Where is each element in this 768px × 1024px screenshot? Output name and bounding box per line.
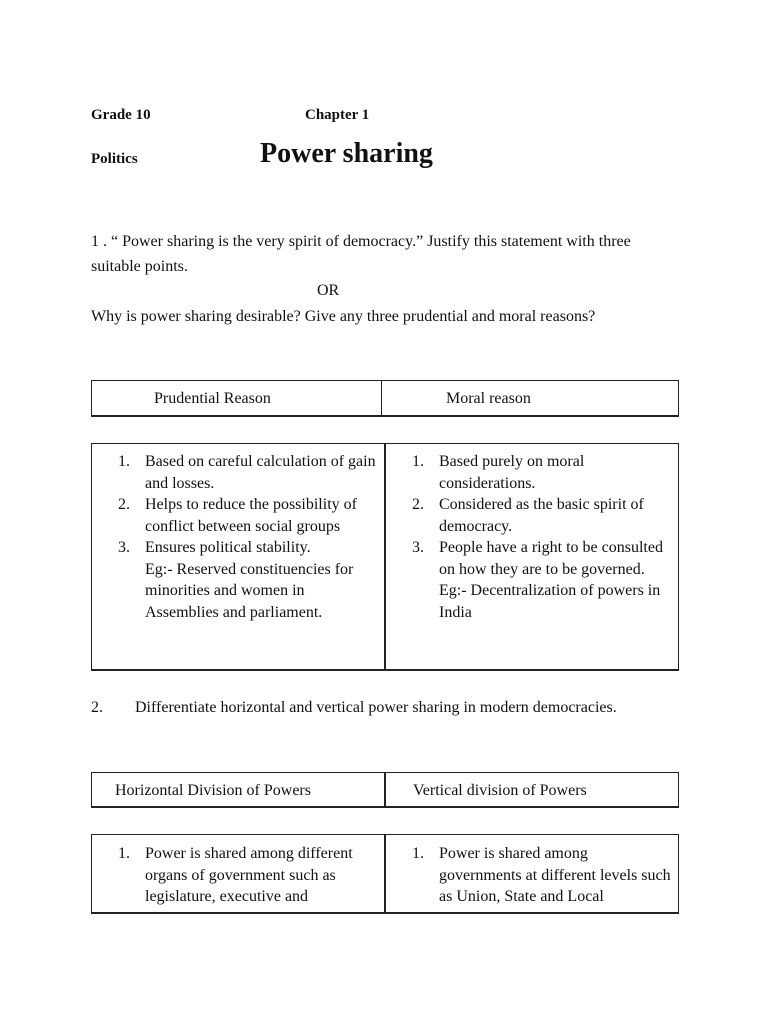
grade-label: Grade 10 bbox=[91, 107, 151, 123]
table1-col2-head: Moral reason bbox=[446, 390, 531, 407]
question-2-text: Differentiate horizontal and vertical power sharing in modern democracies. bbox=[135, 699, 617, 716]
table2-col1-head: Horizontal Division of Powers bbox=[115, 782, 311, 799]
table1-header-divider bbox=[381, 381, 382, 415]
table2-body-row bbox=[91, 834, 679, 914]
list-item: 1. Power is shared among governments at different levels such as Union, State and Local bbox=[412, 845, 671, 905]
list-item: 1. Based purely on moral considerations. bbox=[412, 453, 585, 492]
table1-body-divider bbox=[384, 444, 386, 669]
chapter-label: Chapter 1 bbox=[305, 107, 370, 123]
question-1-alt-text: Why is power sharing desirable? Give any three prudential and moral reasons? bbox=[91, 308, 596, 325]
or-label: OR bbox=[317, 282, 340, 299]
table2-header-row bbox=[91, 772, 679, 808]
question-2-number: 2. bbox=[91, 699, 103, 716]
table2-header-divider bbox=[384, 773, 386, 806]
table1-body-row bbox=[91, 443, 679, 671]
table1-header-row bbox=[91, 380, 679, 417]
list-item: 1. Based on careful calculation of gain and losses. bbox=[118, 453, 376, 492]
subject-label: Politics bbox=[91, 151, 138, 167]
table1-col2-list bbox=[412, 451, 674, 623]
list-item: 3. People have a right to be consulted on how they are to be governed. Eg:- Decentralization of powers in India bbox=[412, 539, 663, 621]
page-title: Power sharing bbox=[260, 138, 433, 169]
table1-col1-list bbox=[118, 451, 380, 623]
question-1-text: 1 . “ Power sharing is the very spirit of democracy.” Justify this statement with three suitable points. bbox=[91, 233, 631, 275]
table2-col2-head: Vertical division of Powers bbox=[413, 782, 587, 799]
table2-col2-list bbox=[412, 843, 674, 908]
table2-body-divider bbox=[384, 835, 386, 912]
list-item: 3. Ensures political stability. Eg:- Reserved constituencies for minorities and women in Assemblies and parliament. bbox=[118, 539, 354, 621]
table1-col1-head: Prudential Reason bbox=[154, 390, 271, 407]
list-item: 1. Power is shared among different organs of government such as legislature, executive and bbox=[118, 845, 353, 905]
list-item: 2. Considered as the basic spirit of democracy. bbox=[412, 496, 644, 535]
list-item: 2. Helps to reduce the possibility of conflict between social groups bbox=[118, 496, 357, 535]
table2-col1-list bbox=[118, 843, 380, 908]
